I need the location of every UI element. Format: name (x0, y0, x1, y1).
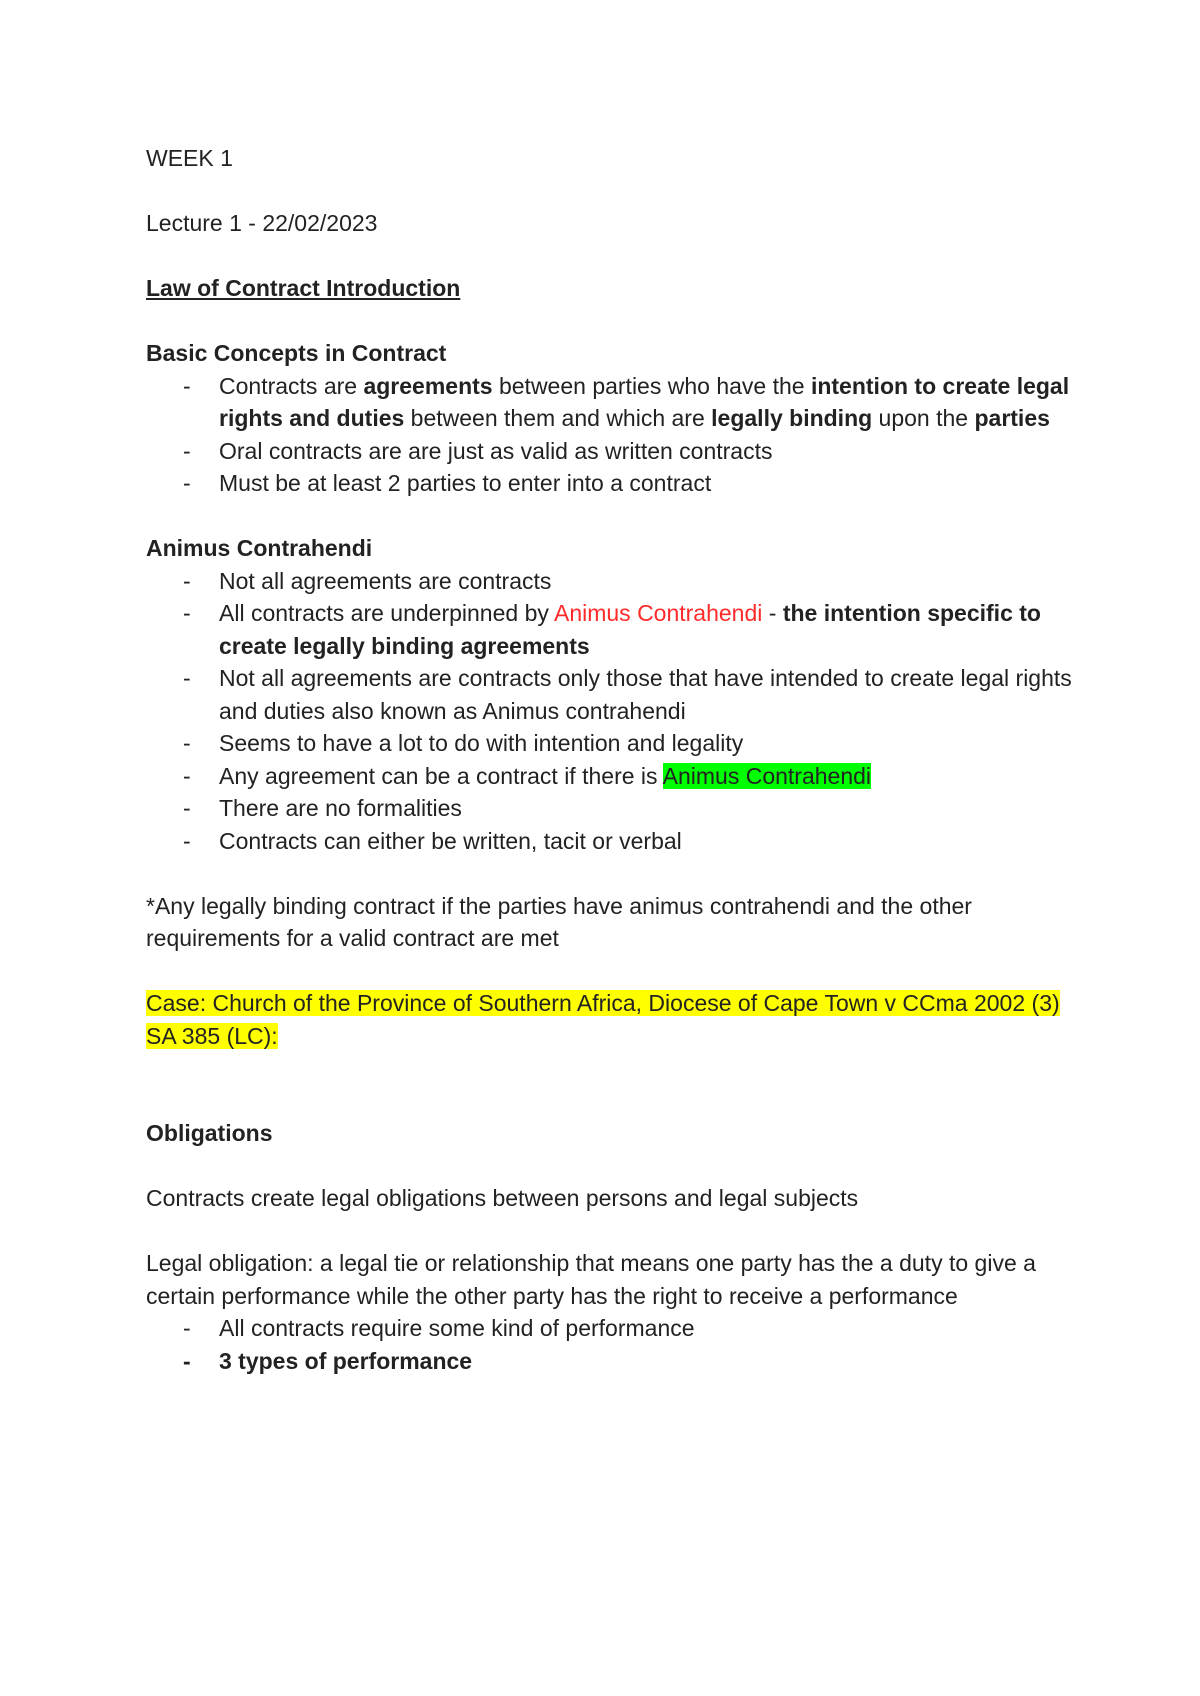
bold-run: the intention specific to create legally binding agreements (219, 600, 1041, 659)
bold-run: legally binding (711, 405, 873, 431)
bold-run: agreements (363, 372, 493, 399)
bullet-dash: - (183, 1347, 191, 1374)
bullet-dash: - (183, 470, 191, 496)
bullet-dash: - (183, 827, 191, 854)
list-item (146, 727, 1076, 760)
text-run: Contracts can either be written, tacit or verbal (219, 827, 682, 854)
obligations-paragraph: Contracts create legal obligations between persons and legal subjects (146, 1185, 859, 1211)
list-item (146, 825, 1076, 858)
section-heading-basic-concepts: Basic Concepts in Contract (146, 340, 447, 366)
text-run: Oral contracts are are just as valid as written contracts (219, 437, 773, 464)
list-item (146, 467, 1076, 500)
document-body (146, 142, 1076, 1377)
bullet-dash: - (183, 730, 191, 756)
list-item (146, 597, 1076, 662)
text-run: Contracts are (219, 372, 364, 399)
note-paragraph: *Any legally binding contract if the parties have animus contrahendi and the other requirements for a valid contract are met (146, 892, 972, 951)
red-text-run: Animus Contrahendi (553, 600, 763, 626)
case-citation-paragraph (146, 987, 1076, 1052)
text-run: 3 types of performance (219, 1347, 473, 1374)
text-run: There are no formalities (219, 795, 462, 821)
document-title: Law of Contract Introduction (146, 275, 461, 301)
text-run: between them and which are (404, 405, 712, 431)
list-item (146, 1345, 1076, 1378)
text-run: upon the (872, 405, 975, 431)
list-item (146, 565, 1076, 598)
yellow-highlight-run: Case: Church of the Province of Southern Africa, Diocese of Cape Town v CCma 2002 (3) SA 385 (LC): (146, 990, 1060, 1049)
bullet-dash: - (183, 372, 191, 399)
section-heading-animus-contrahendi: Animus Contrahendi (146, 535, 373, 561)
list-item (146, 435, 1076, 468)
bullet-dash: - (183, 762, 191, 789)
legal-obligation-definition: Legal obligation: a legal tie or relationship that means one party has the a duty to give a certain performance while the other party has the right to receive a performance (146, 1250, 1036, 1309)
bullet-dash: - (183, 1315, 191, 1341)
text-run: Not all agreements are contracts only those that have intended to create legal rights and duties also known as Animus contrahendi (219, 665, 1072, 724)
text-run: between parties who have the (492, 372, 811, 399)
green-highlight-run: Animus Contrahendi (662, 762, 872, 789)
bullet-dash: - (183, 795, 191, 821)
animus-contrahendi-list (146, 565, 1076, 858)
list-item (146, 662, 1076, 727)
list-item (146, 760, 1076, 793)
text-run: Any agreement can be a contract if there is (219, 762, 663, 789)
list-item (146, 792, 1076, 825)
obligations-list (146, 1312, 1076, 1377)
bullet-dash: - (183, 437, 191, 464)
text-run: Not all agreements are contracts (219, 567, 552, 594)
section-heading-obligations: Obligations (146, 1120, 273, 1146)
text-run: All contracts require some kind of performance (219, 1315, 695, 1341)
basic-concepts-list (146, 370, 1076, 500)
bullet-dash: - (183, 567, 191, 594)
list-item (146, 1312, 1076, 1345)
week-label: WEEK 1 (146, 145, 233, 171)
text-run: Must be at least 2 parties to enter into a contract (219, 470, 712, 496)
text-run: All contracts are underpinned by (219, 600, 554, 626)
lecture-date: Lecture 1 - 22/02/2023 (146, 210, 378, 236)
bullet-dash: - (183, 665, 191, 691)
list-item (146, 370, 1076, 435)
bullet-dash: - (183, 600, 191, 626)
text-run: - (762, 600, 783, 626)
bold-run: parties (974, 405, 1050, 431)
bold-run: intention to create legal rights and duties (219, 372, 1070, 431)
text-run: Seems to have a lot to do with intention and legality (219, 730, 744, 756)
